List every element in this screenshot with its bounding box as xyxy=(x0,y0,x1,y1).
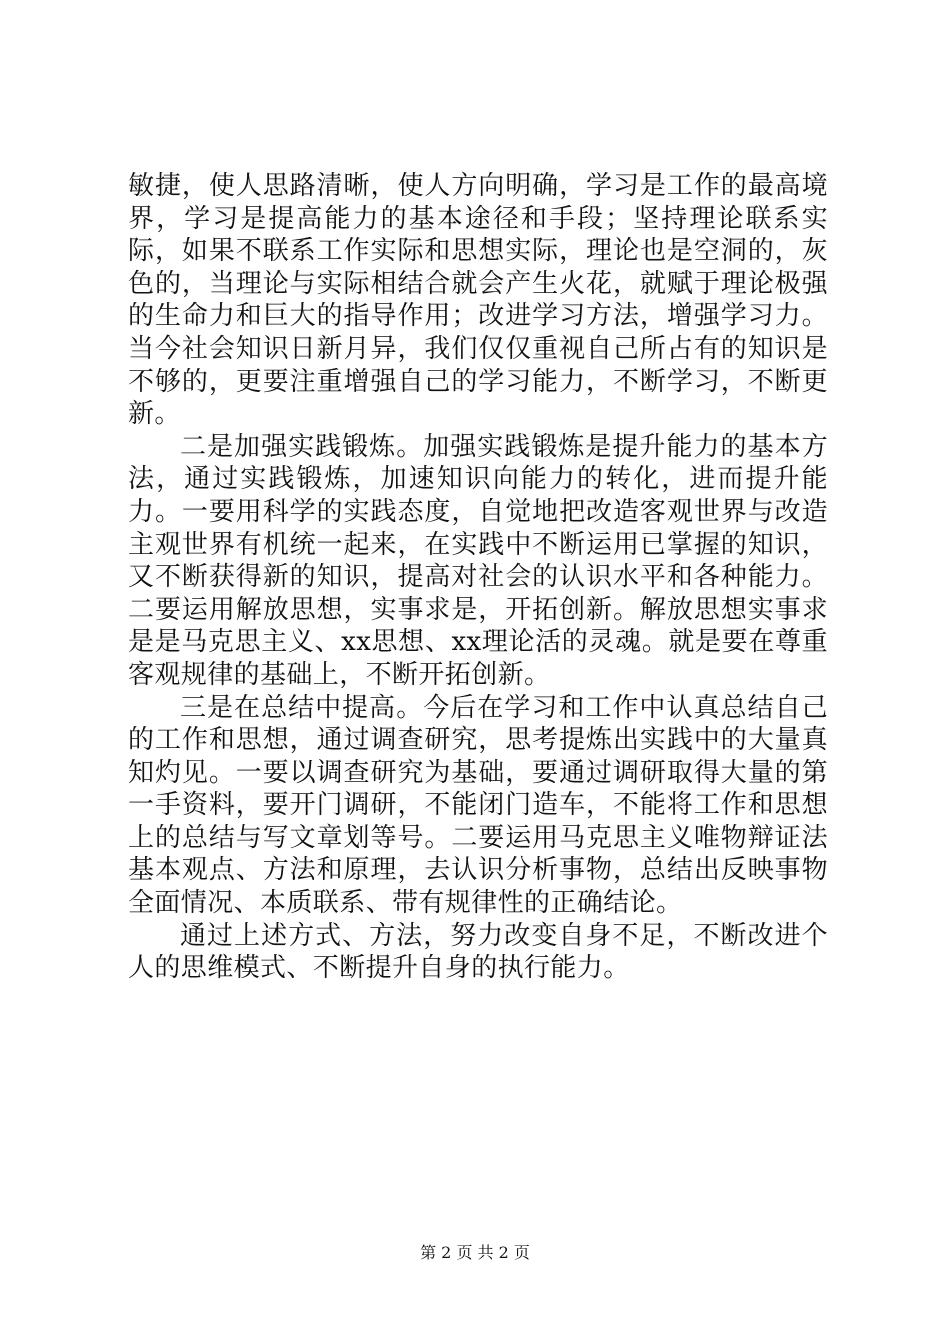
document-body xyxy=(128,170,828,985)
paragraph-1: 敏捷，使人思路清晰，使人方向明确，学习是工作的最高境界，学习是提高能力的基本途径和手段；坚持理论联系实际，如果不联系工作实际和思想实际，理论也是空洞的，灰色的，当理论与实际相结合就会产生火花，就赋于理论极强的生命力和巨大的指导作用；改进学习方法，增强学习力。当今社会知识日新月异，我们仅仅重视自己所占有的知识是不够的，更要注重增强自己的学习能力，不断学习，不断更新。 xyxy=(128,171,828,430)
paragraph-4: 通过上述方式、方法，努力改变自身不足，不断改进个人的思维模式、不断提升自身的执行能力。 xyxy=(128,920,828,984)
paragraph-2: 二是加强实践锻炼。加强实践锻炼是提升能力的基本方法，通过实践锻炼，加速知识向能力的转化，进而提升能力。一要用科学的实践态度，自觉地把改造客观世界与改造主观世界有机统一起来，在实践中不断运用已掌握的知识，又不断获得新的知识，提高对社会的认识水平和各种能力。二要运用解放思想，实事求是，开拓创新。解放思想实事求是是马克思主义、xx思想、xx理论活的灵魂。就是要在尊重客观规律的基础上，不断开拓创新。 xyxy=(128,431,828,690)
paragraph-3: 三是在总结中提高。今后在学习和工作中认真总结自己的工作和思想，通过调查研究，思考提炼出实践中的大量真知灼见。一要以调查研究为基础，要通过调研取得大量的第一手资料，要开门调研，不能闭门造车，不能将工作和思想上的总结与写文章划等号。二要运用马克思主义唯物辩证法基本观点、方法和原理，去认识分析事物，总结出反映事物全面情况、本质联系、带有规律性的正确结论。 xyxy=(128,692,828,919)
page-footer: 第 2 页 共 2 页 xyxy=(420,1243,530,1262)
